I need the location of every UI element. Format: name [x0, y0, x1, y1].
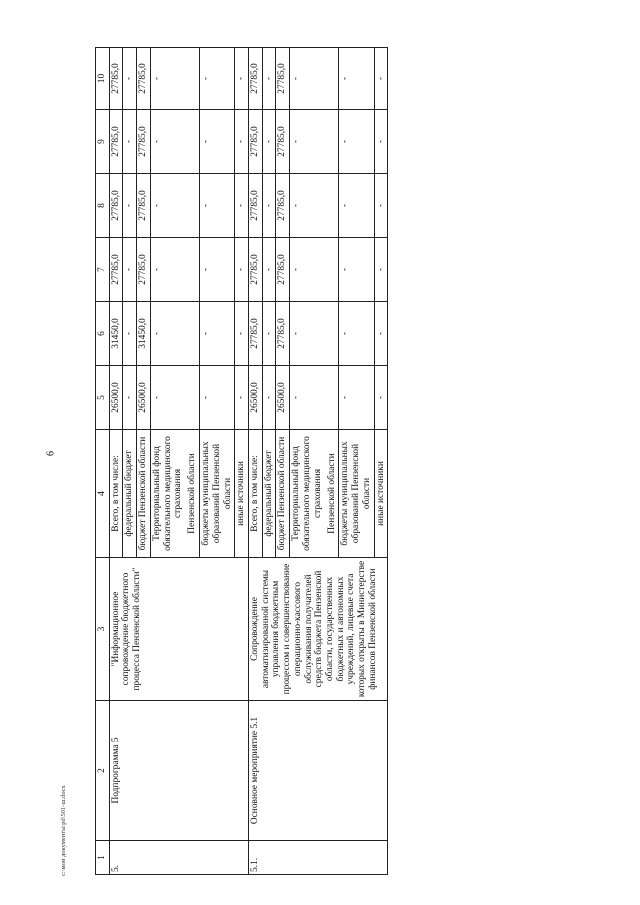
- amount-cell: -: [200, 366, 235, 430]
- program-name: Основное мероприятие 5.1: [248, 701, 387, 841]
- amount-cell: 27785,0: [276, 48, 290, 110]
- column-number: 8: [96, 174, 110, 238]
- amount-cell: 26500,0: [248, 366, 262, 430]
- amount-cell: -: [290, 366, 326, 430]
- amount-cell: -: [339, 110, 374, 174]
- amount-cell: -: [374, 238, 388, 302]
- amount-cell: [326, 174, 339, 238]
- amount-cell: 27785,0: [248, 48, 262, 110]
- amount-cell: -: [374, 366, 388, 430]
- column-number: 10: [96, 48, 110, 110]
- amount-cell: -: [200, 110, 235, 174]
- amount-cell: -: [150, 110, 186, 174]
- amount-cell: -: [290, 48, 326, 110]
- amount-cell: -: [150, 174, 186, 238]
- amount-cell: [186, 238, 199, 302]
- amount-cell: -: [290, 302, 326, 366]
- amount-cell: -: [200, 174, 235, 238]
- column-number: 1: [96, 841, 110, 875]
- column-number: 9: [96, 110, 110, 174]
- amount-cell: [186, 302, 199, 366]
- amount-cell: -: [235, 238, 249, 302]
- funding-source: Всего, в том числе:: [109, 430, 123, 558]
- program-name: Подпрограмма 5: [109, 701, 248, 841]
- amount-cell: -: [262, 302, 276, 366]
- amount-cell: -: [235, 174, 249, 238]
- amount-cell: [186, 366, 199, 430]
- amount-cell: 31450,0: [109, 302, 123, 366]
- row-id: 5.: [109, 841, 248, 875]
- amount-cell: 26500,0: [109, 366, 123, 430]
- amount-cell: -: [339, 238, 374, 302]
- funding-source: Пензенской области: [326, 430, 339, 558]
- budget-table-container: [95, 48, 587, 875]
- amount-cell: [326, 238, 339, 302]
- amount-cell: 27785,0: [248, 110, 262, 174]
- footer-file-path: c:\мои документы\pd\501-ш.docx: [60, 785, 67, 876]
- amount-cell: [326, 110, 339, 174]
- amount-cell: [326, 366, 339, 430]
- amount-cell: -: [262, 110, 276, 174]
- column-number-row: [96, 48, 110, 875]
- amount-cell: [326, 302, 339, 366]
- amount-cell: -: [374, 302, 388, 366]
- amount-cell: -: [150, 238, 186, 302]
- funding-source: иные источники: [235, 430, 249, 558]
- amount-cell: -: [290, 110, 326, 174]
- amount-cell: -: [290, 174, 326, 238]
- amount-cell: 27785,0: [248, 174, 262, 238]
- table-row: [109, 48, 123, 875]
- amount-cell: 27785,0: [276, 174, 290, 238]
- funding-source: Всего, в том числе:: [248, 430, 262, 558]
- amount-cell: -: [200, 302, 235, 366]
- funding-source: бюджет Пензенской области: [137, 430, 151, 558]
- amount-cell: 31450,0: [137, 302, 151, 366]
- amount-cell: -: [150, 48, 186, 110]
- amount-cell: -: [339, 302, 374, 366]
- amount-cell: 27785,0: [137, 110, 151, 174]
- amount-cell: -: [150, 302, 186, 366]
- column-number: 2: [96, 701, 110, 841]
- amount-cell: -: [262, 366, 276, 430]
- amount-cell: -: [262, 174, 276, 238]
- amount-cell: -: [123, 48, 137, 110]
- funding-source: Территориальный фонд обязательного медицинского страхования: [290, 430, 326, 558]
- amount-cell: -: [123, 366, 137, 430]
- amount-cell: [186, 174, 199, 238]
- amount-cell: 27785,0: [137, 238, 151, 302]
- column-number: 5: [96, 366, 110, 430]
- amount-cell: 27785,0: [276, 110, 290, 174]
- table-row: [248, 48, 262, 875]
- amount-cell: -: [200, 48, 235, 110]
- amount-cell: 27785,0: [276, 238, 290, 302]
- amount-cell: [326, 48, 339, 110]
- amount-cell: -: [123, 110, 137, 174]
- amount-cell: -: [235, 302, 249, 366]
- amount-cell: 27785,0: [109, 110, 123, 174]
- amount-cell: -: [235, 366, 249, 430]
- page-number: 6: [45, 451, 57, 456]
- program-title: Сопровождение автоматизированной системы управления бюджетным процессом и совершенствование операционно-кассового обслуживания получателей средств бюджета Пензенской области, государственных бюджетных и автономных учреждений, лицевые счета которых открыты в Министерстве финансов Пензенской области: [248, 558, 387, 701]
- funding-source: федеральный бюджет: [262, 430, 276, 558]
- column-number: 4: [96, 430, 110, 558]
- funding-source: иные источники: [374, 430, 388, 558]
- funding-source: Пензенской области: [186, 430, 199, 558]
- amount-cell: 27785,0: [248, 238, 262, 302]
- amount-cell: 27785,0: [137, 48, 151, 110]
- amount-cell: [186, 110, 199, 174]
- amount-cell: -: [290, 238, 326, 302]
- amount-cell: -: [262, 48, 276, 110]
- amount-cell: -: [123, 302, 137, 366]
- amount-cell: -: [200, 238, 235, 302]
- amount-cell: -: [123, 238, 137, 302]
- amount-cell: [186, 48, 199, 110]
- amount-cell: -: [374, 48, 388, 110]
- amount-cell: -: [123, 174, 137, 238]
- amount-cell: -: [374, 110, 388, 174]
- amount-cell: 26500,0: [137, 366, 151, 430]
- column-number: 6: [96, 302, 110, 366]
- funding-source: бюджеты муниципальных образований Пензенской области: [200, 430, 235, 558]
- funding-source: бюджеты муниципальных образований Пензенской области: [339, 430, 374, 558]
- amount-cell: -: [150, 366, 186, 430]
- row-id: 5.1.: [248, 841, 387, 875]
- amount-cell: 27785,0: [276, 302, 290, 366]
- amount-cell: -: [262, 238, 276, 302]
- amount-cell: -: [374, 174, 388, 238]
- amount-cell: -: [339, 48, 374, 110]
- funding-source: федеральный бюджет: [123, 430, 137, 558]
- amount-cell: 27785,0: [248, 302, 262, 366]
- amount-cell: 27785,0: [109, 48, 123, 110]
- budget-table: [95, 47, 388, 875]
- amount-cell: -: [235, 110, 249, 174]
- amount-cell: -: [339, 174, 374, 238]
- program-title: "Информационное сопровождение бюджетного процесса Пензенской области": [109, 558, 248, 701]
- column-number: 7: [96, 238, 110, 302]
- funding-source: Территориальный фонд обязательного медицинского страхования: [150, 430, 186, 558]
- column-number: 3: [96, 558, 110, 701]
- amount-cell: 27785,0: [137, 174, 151, 238]
- amount-cell: -: [339, 366, 374, 430]
- amount-cell: -: [235, 48, 249, 110]
- amount-cell: 27785,0: [109, 174, 123, 238]
- amount-cell: 26500,0: [276, 366, 290, 430]
- funding-source: бюджет Пензенской области: [276, 430, 290, 558]
- amount-cell: 27785,0: [109, 238, 123, 302]
